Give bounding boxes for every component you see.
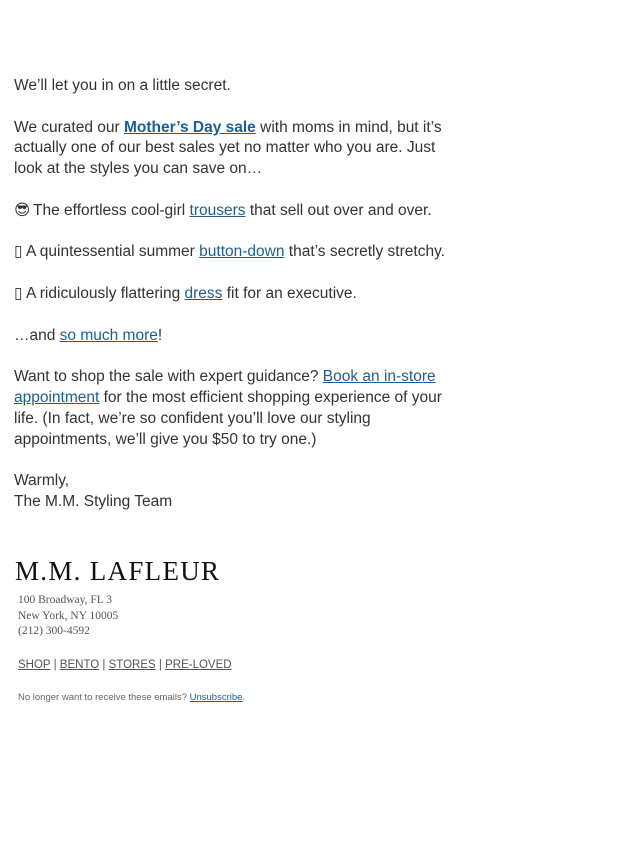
unsubscribe-period: . [242,691,246,703]
footer-nav [18,658,475,673]
sunglasses-emoji-icon: 😎 [14,201,31,219]
nav-pre-loved-link[interactable]: PRE-LOVED [165,658,232,671]
nav-shop-link[interactable]: SHOP [18,658,51,671]
list-item-dress [14,284,464,305]
address-line: New York, NY 10005 [18,609,119,622]
button-down-link[interactable]: button-down [199,243,285,261]
so-much-more-link[interactable]: so much more [59,326,158,344]
item-text-before: A ridiculously flattering [22,284,185,302]
mothers-day-sale-link[interactable]: Mother’s Day sale [124,118,256,136]
list-item-button-down [14,242,464,263]
appointment-text-before: Want to shop the sale with expert guidance? [14,368,323,386]
brand-logo[interactable]: M.M. LAFLEUR [15,556,221,586]
email-body [14,76,464,513]
address-line: 100 Broadway, FL 3 [18,594,113,606]
trousers-link[interactable]: trousers [189,201,246,219]
list-item-trousers [14,201,464,222]
item-text-before: The effortless cool-girl [29,201,190,219]
item-text-before: A quintessential summer [22,243,200,261]
sale-text-before: We curated our [14,118,124,136]
nav-bento-link[interactable]: BENTO [59,658,100,671]
email-footer [15,555,475,704]
phone-number: (212) 300-4592 [18,625,90,638]
more-text-before: …and [14,326,60,344]
missing-glyph-icon: ▯ [14,243,23,261]
more-paragraph [14,326,464,347]
nav-separator: | [53,658,57,671]
sale-paragraph [14,118,464,180]
dress-link[interactable]: dress [184,284,223,302]
nav-stores-link[interactable]: STORES [108,658,156,671]
item-text-after: fit for an executive. [222,284,357,302]
sale-text-after: with moms in mind, but it’s actually one of our best sales yet no matter who you are. Just look at the styles you can save on… [14,118,442,178]
intro-paragraph: We’ll let you in on a little secret. [14,77,231,94]
signoff-block [14,471,464,513]
unsubscribe-link[interactable]: Unsubscribe [189,691,243,703]
item-text-after: that’s secretly stretchy. [284,243,445,261]
item-text-after: that sell out over and over. [245,201,432,219]
signoff: Warmly, [14,472,70,490]
unsubscribe-text: No longer want to receive these emails? [18,691,190,703]
book-appointment-link[interactable]: Book an in-store appointment [14,368,436,406]
missing-glyph-icon: ▯ [14,284,23,302]
address-block [18,593,475,640]
signature: The M.M. Styling Team [14,492,173,510]
appointment-text-after: for the most efficient shopping experience of your life. (In fact, we’re so confident you’ll love our styling appointments, we’ll give you $50 to try one.) [14,388,442,448]
unsubscribe-line [18,691,475,704]
more-text-after: ! [157,326,163,344]
nav-separator: | [158,658,162,671]
nav-separator: | [102,658,106,671]
appointment-paragraph [14,367,464,450]
